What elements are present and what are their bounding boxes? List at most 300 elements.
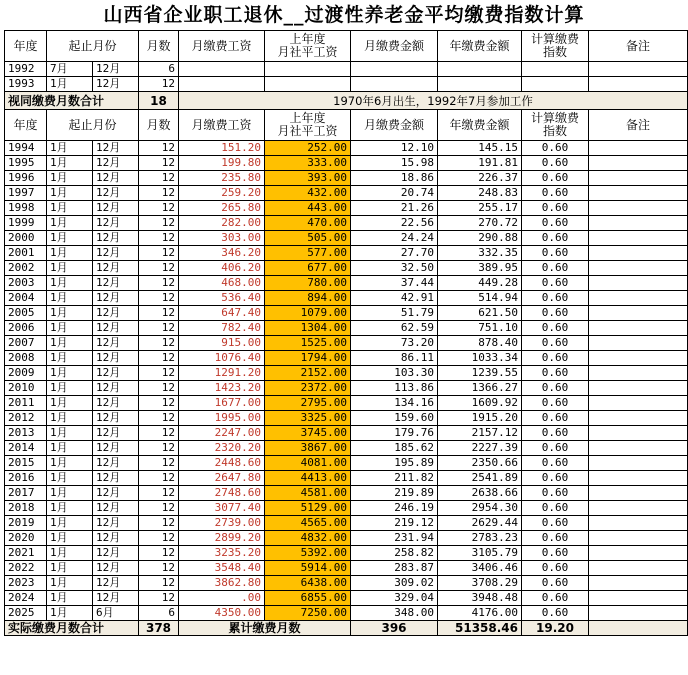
index-cell[interactable]: 0.60 — [522, 351, 589, 366]
end-month-cell[interactable]: 12月 — [93, 441, 139, 456]
total-months[interactable]: 378 — [139, 621, 179, 636]
index-cell[interactable]: 0.60 — [522, 576, 589, 591]
remark-cell[interactable] — [589, 471, 688, 486]
annual-amount-cell[interactable]: 4176.00 — [438, 606, 522, 621]
remark-cell[interactable] — [589, 546, 688, 561]
index-cell[interactable]: 0.60 — [522, 216, 589, 231]
start-month-cell[interactable]: 1月 — [47, 366, 93, 381]
annual-total[interactable]: 51358.46 — [438, 621, 522, 636]
start-month-cell[interactable]: 1月 — [47, 546, 93, 561]
avg-wage-cell[interactable]: 470.00 — [265, 216, 351, 231]
year-cell[interactable]: 2025 — [5, 606, 47, 621]
end-month-cell[interactable]: 12月 — [93, 186, 139, 201]
index-cell[interactable]: 0.60 — [522, 156, 589, 171]
months-cell[interactable]: 12 — [139, 456, 179, 471]
monthly-amount-cell[interactable]: 348.00 — [351, 606, 438, 621]
year-cell[interactable]: 2001 — [5, 246, 47, 261]
index-cell[interactable]: 0.60 — [522, 366, 589, 381]
remark-cell[interactable] — [589, 141, 688, 156]
avg-wage-cell[interactable]: 5129.00 — [265, 501, 351, 516]
year-cell[interactable]: 2015 — [5, 456, 47, 471]
year-cell[interactable]: 2023 — [5, 576, 47, 591]
annual-amount-cell[interactable]: 1239.55 — [438, 366, 522, 381]
annual-amount-cell[interactable]: 3406.46 — [438, 561, 522, 576]
end-month-cell[interactable]: 12月 — [93, 62, 139, 77]
year-cell[interactable]: 2018 — [5, 501, 47, 516]
remark-cell[interactable] — [589, 411, 688, 426]
annual-amount-cell[interactable]: 255.17 — [438, 201, 522, 216]
monthly-amount-cell[interactable]: 309.02 — [351, 576, 438, 591]
wage-cell[interactable]: 1423.20 — [179, 381, 265, 396]
avg-wage-cell[interactable]: 3325.00 — [265, 411, 351, 426]
monthly-amount-cell[interactable]: 283.87 — [351, 561, 438, 576]
start-month-cell[interactable]: 1月 — [47, 156, 93, 171]
monthly-amount-cell[interactable]: 159.60 — [351, 411, 438, 426]
deemed-note[interactable]: 1970年6月出生，1992年7月参加工作 — [179, 92, 688, 110]
total-remark[interactable] — [589, 621, 688, 636]
year-cell[interactable]: 2014 — [5, 441, 47, 456]
annual-amount-cell[interactable]: 2954.30 — [438, 501, 522, 516]
months-cell[interactable]: 12 — [139, 141, 179, 156]
year-cell[interactable]: 2010 — [5, 381, 47, 396]
remark-cell[interactable] — [589, 321, 688, 336]
annual-amount-cell[interactable]: 226.37 — [438, 171, 522, 186]
wage-cell[interactable]: 2647.80 — [179, 471, 265, 486]
remark-cell[interactable] — [589, 336, 688, 351]
start-month-cell[interactable]: 1月 — [47, 516, 93, 531]
months-cell[interactable]: 12 — [139, 171, 179, 186]
wage-cell[interactable]: 259.20 — [179, 186, 265, 201]
start-month-cell[interactable]: 1月 — [47, 456, 93, 471]
end-month-cell[interactable]: 12月 — [93, 396, 139, 411]
wage-cell[interactable]: 3862.80 — [179, 576, 265, 591]
monthly-amount-cell[interactable]: 219.12 — [351, 516, 438, 531]
remark-cell[interactable] — [589, 216, 688, 231]
monthly-amount-cell[interactable]: 62.59 — [351, 321, 438, 336]
monthly-amount-cell[interactable]: 103.30 — [351, 366, 438, 381]
start-month-cell[interactable]: 1月 — [47, 591, 93, 606]
remark-cell[interactable] — [589, 516, 688, 531]
annual-amount-cell[interactable]: 3948.48 — [438, 591, 522, 606]
wage-cell[interactable]: .00 — [179, 591, 265, 606]
wage-cell[interactable] — [179, 62, 265, 77]
avg-wage-cell[interactable]: 7250.00 — [265, 606, 351, 621]
monthly-amount-cell[interactable]: 27.70 — [351, 246, 438, 261]
wage-cell[interactable]: 782.40 — [179, 321, 265, 336]
months-cell[interactable]: 12 — [139, 501, 179, 516]
col-index[interactable]: 计算缴费 指数 — [522, 31, 589, 62]
end-month-cell[interactable]: 12月 — [93, 486, 139, 501]
avg-wage-cell[interactable]: 333.00 — [265, 156, 351, 171]
wage-cell[interactable]: 1995.00 — [179, 411, 265, 426]
end-month-cell[interactable]: 12月 — [93, 276, 139, 291]
months-cell[interactable]: 12 — [139, 321, 179, 336]
annual-amount-cell[interactable]: 2157.12 — [438, 426, 522, 441]
year-cell[interactable]: 2017 — [5, 486, 47, 501]
remark-cell[interactable] — [589, 456, 688, 471]
year-cell[interactable]: 1999 — [5, 216, 47, 231]
end-month-cell[interactable]: 12月 — [93, 531, 139, 546]
avg-wage-cell[interactable]: 577.00 — [265, 246, 351, 261]
year-cell[interactable]: 1992 — [5, 62, 47, 77]
col-remark[interactable]: 备注 — [589, 31, 688, 62]
deemed-months[interactable]: 18 — [139, 92, 179, 110]
index-cell[interactable] — [522, 77, 589, 92]
col-index[interactable]: 计算缴费 指数 — [522, 110, 589, 141]
wage-cell[interactable]: 3077.40 — [179, 501, 265, 516]
wage-cell[interactable]: 1076.40 — [179, 351, 265, 366]
end-month-cell[interactable]: 12月 — [93, 561, 139, 576]
index-cell[interactable]: 0.60 — [522, 321, 589, 336]
wage-cell[interactable]: 303.00 — [179, 231, 265, 246]
remark-cell[interactable] — [589, 381, 688, 396]
avg-wage-cell[interactable]: 4413.00 — [265, 471, 351, 486]
remark-cell[interactable] — [589, 441, 688, 456]
wage-cell[interactable]: 235.80 — [179, 171, 265, 186]
annual-amount-cell[interactable]: 2227.39 — [438, 441, 522, 456]
index-cell[interactable]: 0.60 — [522, 276, 589, 291]
avg-wage-cell[interactable]: 5914.00 — [265, 561, 351, 576]
avg-wage-cell[interactable]: 4832.00 — [265, 531, 351, 546]
wage-cell[interactable]: 1291.20 — [179, 366, 265, 381]
avg-wage-cell[interactable]: 780.00 — [265, 276, 351, 291]
end-month-cell[interactable]: 12月 — [93, 261, 139, 276]
months-cell[interactable]: 12 — [139, 336, 179, 351]
monthly-amount-cell[interactable]: 42.91 — [351, 291, 438, 306]
avg-wage-cell[interactable]: 1079.00 — [265, 306, 351, 321]
wage-cell[interactable]: 265.80 — [179, 201, 265, 216]
months-cell[interactable]: 12 — [139, 306, 179, 321]
annual-amount-cell[interactable] — [438, 77, 522, 92]
end-month-cell[interactable]: 12月 — [93, 201, 139, 216]
start-month-cell[interactable]: 1月 — [47, 381, 93, 396]
end-month-cell[interactable]: 12月 — [93, 546, 139, 561]
remark-cell[interactable] — [589, 201, 688, 216]
months-cell[interactable]: 12 — [139, 591, 179, 606]
col-range[interactable]: 起止月份 — [47, 31, 139, 62]
index-cell[interactable]: 0.60 — [522, 516, 589, 531]
remark-cell[interactable] — [589, 276, 688, 291]
monthly-amount-cell[interactable]: 134.16 — [351, 396, 438, 411]
months-cell[interactable]: 12 — [139, 516, 179, 531]
monthly-amount-cell[interactable]: 12.10 — [351, 141, 438, 156]
monthly-amount-cell[interactable]: 219.89 — [351, 486, 438, 501]
months-cell[interactable]: 12 — [139, 201, 179, 216]
start-month-cell[interactable]: 1月 — [47, 261, 93, 276]
col-annual-amount[interactable]: 年缴费金额 — [438, 31, 522, 62]
col-months[interactable]: 月数 — [139, 110, 179, 141]
remark-cell[interactable] — [589, 261, 688, 276]
monthly-amount-cell[interactable]: 329.04 — [351, 591, 438, 606]
year-cell[interactable]: 2020 — [5, 531, 47, 546]
remark-cell[interactable] — [589, 501, 688, 516]
start-month-cell[interactable]: 1月 — [47, 351, 93, 366]
end-month-cell[interactable]: 6月 — [93, 606, 139, 621]
monthly-amount-cell[interactable]: 195.89 — [351, 456, 438, 471]
remark-cell[interactable] — [589, 366, 688, 381]
remark-cell[interactable] — [589, 486, 688, 501]
months-cell[interactable]: 12 — [139, 276, 179, 291]
start-month-cell[interactable]: 1月 — [47, 396, 93, 411]
avg-wage-cell[interactable]: 393.00 — [265, 171, 351, 186]
end-month-cell[interactable]: 12月 — [93, 321, 139, 336]
year-cell[interactable]: 2013 — [5, 426, 47, 441]
monthly-amount-cell[interactable]: 51.79 — [351, 306, 438, 321]
start-month-cell[interactable]: 1月 — [47, 216, 93, 231]
year-cell[interactable]: 2012 — [5, 411, 47, 426]
annual-amount-cell[interactable]: 621.50 — [438, 306, 522, 321]
months-cell[interactable]: 12 — [139, 261, 179, 276]
year-cell[interactable]: 2024 — [5, 591, 47, 606]
annual-amount-cell[interactable]: 2638.66 — [438, 486, 522, 501]
cumulative-months[interactable]: 396 — [351, 621, 438, 636]
end-month-cell[interactable]: 12月 — [93, 351, 139, 366]
wage-cell[interactable]: 3548.40 — [179, 561, 265, 576]
remark-cell[interactable] — [589, 591, 688, 606]
col-monthly-amount[interactable]: 月缴费金额 — [351, 110, 438, 141]
annual-amount-cell[interactable]: 878.40 — [438, 336, 522, 351]
index-cell[interactable]: 0.60 — [522, 411, 589, 426]
start-month-cell[interactable]: 1月 — [47, 201, 93, 216]
remark-cell[interactable] — [589, 77, 688, 92]
year-cell[interactable]: 1997 — [5, 186, 47, 201]
remark-cell[interactable] — [589, 531, 688, 546]
remark-cell[interactable] — [589, 291, 688, 306]
months-cell[interactable]: 12 — [139, 366, 179, 381]
start-month-cell[interactable]: 1月 — [47, 276, 93, 291]
monthly-amount-cell[interactable]: 22.56 — [351, 216, 438, 231]
annual-amount-cell[interactable]: 290.88 — [438, 231, 522, 246]
start-month-cell[interactable]: 1月 — [47, 321, 93, 336]
col-year[interactable]: 年度 — [5, 110, 47, 141]
annual-amount-cell[interactable]: 248.83 — [438, 186, 522, 201]
months-cell[interactable]: 12 — [139, 426, 179, 441]
monthly-amount-cell[interactable]: 18.86 — [351, 171, 438, 186]
annual-amount-cell[interactable]: 191.81 — [438, 156, 522, 171]
end-month-cell[interactable]: 12月 — [93, 456, 139, 471]
remark-cell[interactable] — [589, 231, 688, 246]
year-cell[interactable]: 2016 — [5, 471, 47, 486]
col-remark[interactable]: 备注 — [589, 110, 688, 141]
wage-cell[interactable]: 151.20 — [179, 141, 265, 156]
end-month-cell[interactable]: 12月 — [93, 576, 139, 591]
start-month-cell[interactable]: 1月 — [47, 77, 93, 92]
months-cell[interactable]: 12 — [139, 531, 179, 546]
index-cell[interactable]: 0.60 — [522, 306, 589, 321]
remark-cell[interactable] — [589, 156, 688, 171]
monthly-amount-cell[interactable]: 20.74 — [351, 186, 438, 201]
months-cell[interactable]: 12 — [139, 186, 179, 201]
monthly-amount-cell[interactable]: 73.20 — [351, 336, 438, 351]
monthly-amount-cell[interactable]: 37.44 — [351, 276, 438, 291]
start-month-cell[interactable]: 1月 — [47, 606, 93, 621]
monthly-amount-cell[interactable]: 185.62 — [351, 441, 438, 456]
remark-cell[interactable] — [589, 606, 688, 621]
end-month-cell[interactable]: 12月 — [93, 336, 139, 351]
year-cell[interactable]: 2007 — [5, 336, 47, 351]
col-months[interactable]: 月数 — [139, 31, 179, 62]
avg-wage-cell[interactable]: 4081.00 — [265, 456, 351, 471]
monthly-amount-cell[interactable]: 32.50 — [351, 261, 438, 276]
end-month-cell[interactable]: 12月 — [93, 516, 139, 531]
wage-cell[interactable]: 282.00 — [179, 216, 265, 231]
annual-amount-cell[interactable]: 2783.23 — [438, 531, 522, 546]
year-cell[interactable]: 2005 — [5, 306, 47, 321]
year-cell[interactable]: 2004 — [5, 291, 47, 306]
index-cell[interactable]: 0.60 — [522, 201, 589, 216]
index-cell[interactable]: 0.60 — [522, 171, 589, 186]
annual-amount-cell[interactable]: 270.72 — [438, 216, 522, 231]
year-cell[interactable]: 2002 — [5, 261, 47, 276]
cumulative-label[interactable]: 累计缴费月数 — [179, 621, 351, 636]
start-month-cell[interactable]: 1月 — [47, 141, 93, 156]
months-cell[interactable]: 6 — [139, 62, 179, 77]
monthly-amount-cell[interactable]: 231.94 — [351, 531, 438, 546]
months-cell[interactable]: 12 — [139, 246, 179, 261]
months-cell[interactable]: 12 — [139, 351, 179, 366]
wage-cell[interactable]: 3235.20 — [179, 546, 265, 561]
annual-amount-cell[interactable]: 1915.20 — [438, 411, 522, 426]
wage-cell[interactable]: 2739.00 — [179, 516, 265, 531]
annual-amount-cell[interactable]: 2629.44 — [438, 516, 522, 531]
remark-cell[interactable] — [589, 426, 688, 441]
index-cell[interactable]: 0.60 — [522, 336, 589, 351]
index-cell[interactable]: 0.60 — [522, 471, 589, 486]
months-cell[interactable]: 6 — [139, 606, 179, 621]
end-month-cell[interactable]: 12月 — [93, 141, 139, 156]
start-month-cell[interactable]: 1月 — [47, 501, 93, 516]
start-month-cell[interactable]: 1月 — [47, 186, 93, 201]
wage-cell[interactable]: 647.40 — [179, 306, 265, 321]
end-month-cell[interactable]: 12月 — [93, 171, 139, 186]
avg-wage-cell[interactable]: 1304.00 — [265, 321, 351, 336]
year-cell[interactable]: 2009 — [5, 366, 47, 381]
annual-amount-cell[interactable]: 332.35 — [438, 246, 522, 261]
index-cell[interactable]: 0.60 — [522, 441, 589, 456]
col-wage[interactable]: 月缴费工资 — [179, 31, 265, 62]
monthly-amount-cell[interactable]: 258.82 — [351, 546, 438, 561]
avg-wage-cell[interactable]: 3745.00 — [265, 426, 351, 441]
year-cell[interactable]: 1996 — [5, 171, 47, 186]
avg-wage-cell[interactable]: 5392.00 — [265, 546, 351, 561]
annual-amount-cell[interactable]: 1366.27 — [438, 381, 522, 396]
index-cell[interactable]: 0.60 — [522, 546, 589, 561]
monthly-amount-cell[interactable]: 179.76 — [351, 426, 438, 441]
annual-amount-cell[interactable]: 1033.34 — [438, 351, 522, 366]
index-cell[interactable]: 0.60 — [522, 396, 589, 411]
months-cell[interactable]: 12 — [139, 576, 179, 591]
monthly-amount-cell[interactable]: 15.98 — [351, 156, 438, 171]
col-avg-wage[interactable]: 上年度 月社平工资 — [265, 110, 351, 141]
avg-wage-cell[interactable]: 6438.00 — [265, 576, 351, 591]
monthly-amount-cell[interactable]: 21.26 — [351, 201, 438, 216]
annual-amount-cell[interactable]: 145.15 — [438, 141, 522, 156]
months-cell[interactable]: 12 — [139, 77, 179, 92]
annual-amount-cell[interactable]: 389.95 — [438, 261, 522, 276]
start-month-cell[interactable]: 7月 — [47, 62, 93, 77]
remark-cell[interactable] — [589, 171, 688, 186]
index-cell[interactable]: 0.60 — [522, 381, 589, 396]
months-cell[interactable]: 12 — [139, 561, 179, 576]
year-cell[interactable]: 2021 — [5, 546, 47, 561]
total-label[interactable]: 实际缴费月数合计 — [5, 621, 139, 636]
annual-amount-cell[interactable]: 514.94 — [438, 291, 522, 306]
end-month-cell[interactable]: 12月 — [93, 501, 139, 516]
start-month-cell[interactable]: 1月 — [47, 411, 93, 426]
end-month-cell[interactable]: 12月 — [93, 77, 139, 92]
year-cell[interactable]: 1995 — [5, 156, 47, 171]
start-month-cell[interactable]: 1月 — [47, 306, 93, 321]
index-cell[interactable]: 0.60 — [522, 591, 589, 606]
avg-wage-cell[interactable]: 4565.00 — [265, 516, 351, 531]
annual-amount-cell[interactable]: 449.28 — [438, 276, 522, 291]
wage-cell[interactable]: 199.80 — [179, 156, 265, 171]
remark-cell[interactable] — [589, 561, 688, 576]
year-cell[interactable]: 2006 — [5, 321, 47, 336]
avg-wage-cell[interactable]: 894.00 — [265, 291, 351, 306]
avg-wage-cell[interactable]: 2795.00 — [265, 396, 351, 411]
avg-wage-cell[interactable] — [265, 77, 351, 92]
index-total[interactable]: 19.20 — [522, 621, 589, 636]
avg-wage-cell[interactable]: 252.00 — [265, 141, 351, 156]
avg-wage-cell[interactable]: 677.00 — [265, 261, 351, 276]
end-month-cell[interactable]: 12月 — [93, 471, 139, 486]
year-cell[interactable]: 2000 — [5, 231, 47, 246]
index-cell[interactable]: 0.60 — [522, 456, 589, 471]
year-cell[interactable]: 2019 — [5, 516, 47, 531]
index-cell[interactable]: 0.60 — [522, 186, 589, 201]
index-cell[interactable]: 0.60 — [522, 561, 589, 576]
months-cell[interactable]: 12 — [139, 546, 179, 561]
index-cell[interactable]: 0.60 — [522, 141, 589, 156]
remark-cell[interactable] — [589, 351, 688, 366]
annual-amount-cell[interactable]: 3105.79 — [438, 546, 522, 561]
start-month-cell[interactable]: 1月 — [47, 336, 93, 351]
wage-cell[interactable]: 1677.00 — [179, 396, 265, 411]
avg-wage-cell[interactable]: 443.00 — [265, 201, 351, 216]
avg-wage-cell[interactable]: 4581.00 — [265, 486, 351, 501]
wage-cell[interactable]: 468.00 — [179, 276, 265, 291]
wage-cell[interactable]: 536.40 — [179, 291, 265, 306]
year-cell[interactable]: 2008 — [5, 351, 47, 366]
wage-cell[interactable]: 2899.20 — [179, 531, 265, 546]
index-cell[interactable]: 0.60 — [522, 261, 589, 276]
annual-amount-cell[interactable]: 2541.89 — [438, 471, 522, 486]
end-month-cell[interactable]: 12月 — [93, 426, 139, 441]
months-cell[interactable]: 12 — [139, 471, 179, 486]
col-annual-amount[interactable]: 年缴费金额 — [438, 110, 522, 141]
avg-wage-cell[interactable]: 6855.00 — [265, 591, 351, 606]
year-cell[interactable]: 1993 — [5, 77, 47, 92]
avg-wage-cell[interactable]: 505.00 — [265, 231, 351, 246]
months-cell[interactable]: 12 — [139, 486, 179, 501]
remark-cell[interactable] — [589, 306, 688, 321]
wage-cell[interactable]: 346.20 — [179, 246, 265, 261]
end-month-cell[interactable]: 12月 — [93, 231, 139, 246]
avg-wage-cell[interactable]: 1794.00 — [265, 351, 351, 366]
avg-wage-cell[interactable]: 1525.00 — [265, 336, 351, 351]
wage-cell[interactable]: 2748.60 — [179, 486, 265, 501]
index-cell[interactable]: 0.60 — [522, 486, 589, 501]
remark-cell[interactable] — [589, 246, 688, 261]
annual-amount-cell[interactable]: 3708.29 — [438, 576, 522, 591]
monthly-amount-cell[interactable]: 246.19 — [351, 501, 438, 516]
months-cell[interactable]: 12 — [139, 291, 179, 306]
end-month-cell[interactable]: 12月 — [93, 411, 139, 426]
index-cell[interactable]: 0.60 — [522, 531, 589, 546]
wage-cell[interactable]: 2320.20 — [179, 441, 265, 456]
col-range[interactable]: 起止月份 — [47, 110, 139, 141]
